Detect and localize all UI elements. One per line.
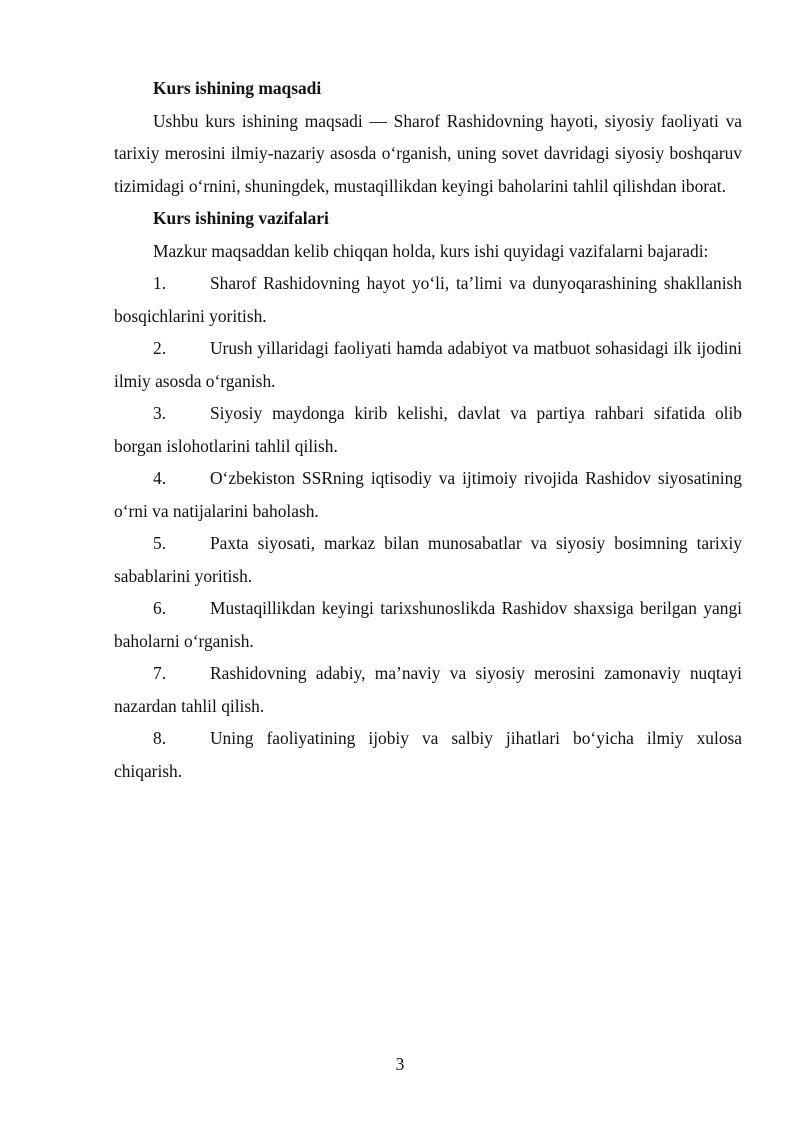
- task-number: 3.: [153, 403, 167, 423]
- task-item-1: [114, 267, 742, 332]
- task-item-4: [114, 462, 742, 527]
- task-number: 8.: [153, 728, 167, 748]
- task-item-6: [114, 592, 742, 657]
- tasks-intro: Mazkur maqsaddan kelib chiqqan holda, kurs ishi quyidagi vazifalarni bajaradi:: [153, 240, 709, 261]
- task-number: 1.: [153, 273, 167, 293]
- task-text: Rashidovning adabiy, ma’naviy va siyosiy merosini zamonaviy nuqtayi nazardan tahlil qilish.: [114, 663, 742, 716]
- task-text: O‘zbekiston SSRning iqtisodiy va ijtimoiy rivojida Rashidov siyosatining o‘rni va natijalarini baholash.: [114, 468, 742, 521]
- task-text: Paxta siyosati, markaz bilan munosabatlar va siyosiy bosimning tarixiy sabablarini yoritish.: [114, 533, 742, 586]
- task-text: Urush yillaridagi faoliyati hamda adabiyot va matbuot sohasidagi ilk ijodini ilmiy asosda o‘rganish.: [114, 338, 742, 391]
- goal-heading: Kurs ishining maqsadi: [153, 78, 322, 98]
- task-number: 4.: [153, 468, 167, 488]
- task-item-2: [114, 332, 742, 397]
- task-number: 6.: [153, 598, 167, 618]
- tasks-heading: Kurs ishining vazifalari: [153, 208, 329, 228]
- task-item-7: [114, 657, 742, 722]
- task-number: 5.: [153, 533, 167, 553]
- task-item-5: [114, 527, 742, 592]
- task-number: 2.: [153, 338, 167, 358]
- task-text: Sharof Rashidovning hayot yo‘li, ta’limi va dunyoqarashining shakllanish bosqichlarini yoritish.: [114, 273, 742, 326]
- task-text: Siyosiy maydonga kirib kelishi, davlat va partiya rahbari sifatida olib borgan islohotlarini tahlil qilish.: [114, 403, 742, 456]
- goal-paragraph: Ushbu kurs ishining maqsadi — Sharof Rashidovning hayoti, siyosiy faoliyati va tarixiy merosini ilmiy-nazariy asosda o‘rganish, uning sovet davridagi siyosiy boshqaruv tizimidagi o‘rnini, shuningdek, mustaqillikdan keyingi baholarini tahlil qilishdan iborat.: [114, 110, 742, 196]
- task-item-8: [114, 722, 742, 787]
- page-number: 3: [395, 1054, 405, 1074]
- page-content: [114, 72, 742, 787]
- task-item-3: [114, 397, 742, 462]
- task-text: Uning faoliyatining ijobiy va salbiy jihatlari bo‘yicha ilmiy xulosa chiqarish.: [114, 728, 742, 781]
- task-text: Mustaqillikdan keyingi tarixshunoslikda Rashidov shaxsiga berilgan yangi baholarni o‘rganish.: [114, 598, 742, 651]
- task-number: 7.: [153, 663, 167, 683]
